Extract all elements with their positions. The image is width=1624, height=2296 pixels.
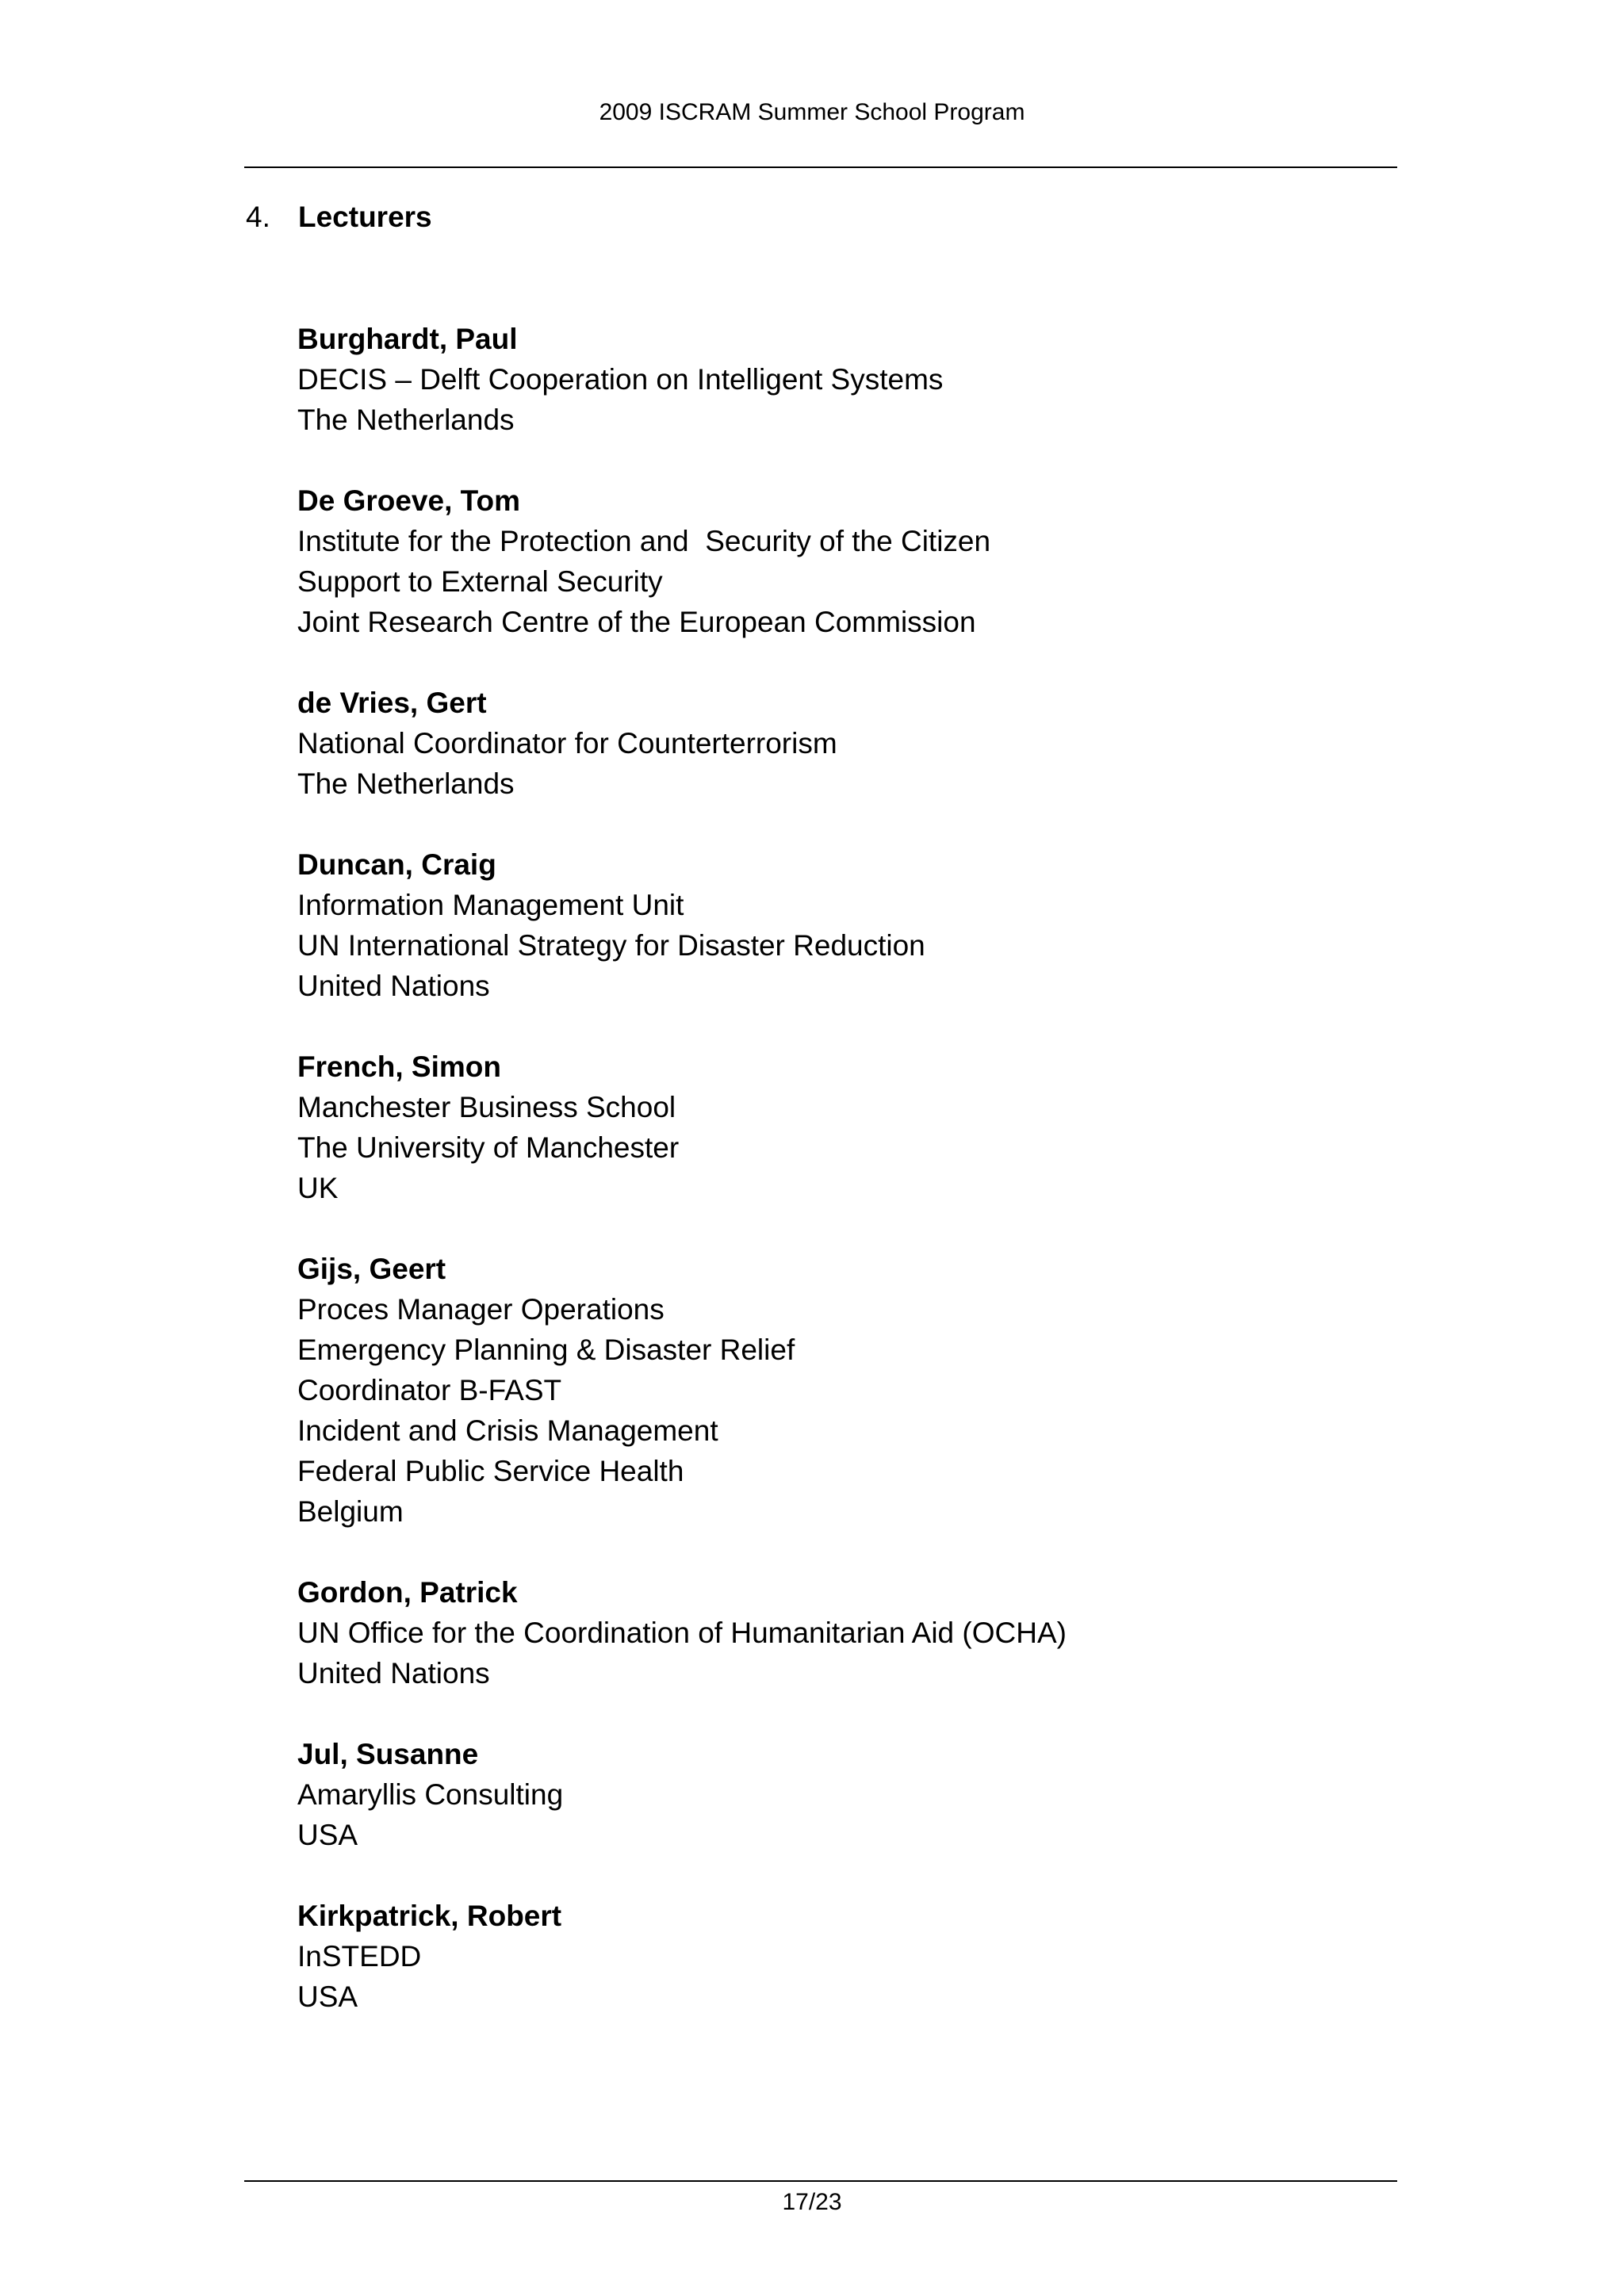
lecturer-affiliation-line: UK <box>297 1172 339 1204</box>
lecturer-name: Kirkpatrick, Robert <box>297 1900 562 1932</box>
lecturer-affiliation-line: UN International Strategy for Disaster Reduction <box>297 929 925 962</box>
lecturer-affiliation-line: USA <box>297 1819 358 1851</box>
section-title: Lecturers <box>298 201 432 233</box>
lecturer-name: French, Simon <box>297 1050 501 1083</box>
lecturer-affiliation-line: Belgium <box>297 1495 404 1528</box>
lecturer-affiliation-line: Coordinator B-FAST <box>297 1374 562 1406</box>
lecturer-name: de Vries, Gert <box>297 687 487 719</box>
lecturer-affiliation-line: Support to External Security <box>297 565 663 598</box>
page-number: 17/23 <box>782 2189 842 2215</box>
lecturer-affiliation-line: USA <box>297 1980 358 2013</box>
running-header: 2009 ISCRAM Summer School Program <box>599 99 1025 125</box>
lecturer-name: Burghardt, Paul <box>297 323 518 355</box>
lecturer-entry <box>297 1572 1408 1693</box>
lecturer-affiliation-line: Joint Research Centre of the European Commission <box>297 606 976 638</box>
section-number: 4. <box>246 201 270 233</box>
lecturer-entry <box>297 683 1408 804</box>
lecturer-affiliation-line: Manchester Business School <box>297 1091 676 1123</box>
lecturer-entry <box>297 1734 1408 1855</box>
footer-rule <box>244 2180 1397 2182</box>
lecturer-affiliation-line: Proces Manager Operations <box>297 1293 665 1326</box>
lecturer-affiliation-line: National Coordinator for Counterterrorism <box>297 727 837 760</box>
lecturer-entry <box>297 1047 1408 1208</box>
lecturer-name: De Groeve, Tom <box>297 484 521 517</box>
lecturer-name: Duncan, Craig <box>297 848 496 881</box>
lecturer-entry <box>297 844 1408 1006</box>
lecturer-affiliation-line: Federal Public Service Health <box>297 1455 684 1487</box>
lecturer-name: Gordon, Patrick <box>297 1576 518 1609</box>
lecturer-affiliation-line: United Nations <box>297 970 490 1002</box>
lecturer-affiliation-line: InSTEDD <box>297 1940 422 1973</box>
lecturer-entry <box>297 319 1408 440</box>
lecturer-entry <box>297 1896 1408 2017</box>
lecturer-affiliation-line: The Netherlands <box>297 404 515 436</box>
lecturer-entry <box>297 1249 1408 1532</box>
lecturer-name: Jul, Susanne <box>297 1738 479 1770</box>
lecturer-entry <box>297 480 1408 642</box>
section-heading <box>246 197 432 238</box>
header-rule <box>244 166 1397 168</box>
lecturer-affiliation-line: United Nations <box>297 1657 490 1689</box>
lecturer-affiliation-line: Amaryllis Consulting <box>297 1778 564 1811</box>
lecturer-affiliation-line: Incident and Crisis Management <box>297 1414 718 1447</box>
lecturer-affiliation-line: Information Management Unit <box>297 889 684 921</box>
lecturer-affiliation-line: Institute for the Protection and Security of the Citizen <box>297 525 991 557</box>
lecturer-affiliation-line: The University of Manchester <box>297 1131 680 1164</box>
lecturer-list <box>297 319 1408 2057</box>
lecturer-affiliation-line: The Netherlands <box>297 767 515 800</box>
lecturer-affiliation-line: Emergency Planning & Disaster Relief <box>297 1334 795 1366</box>
lecturer-affiliation-line: UN Office for the Coordination of Humanitarian Aid (OCHA) <box>297 1617 1067 1649</box>
lecturer-name: Gijs, Geert <box>297 1253 446 1285</box>
lecturer-affiliation-line: DECIS – Delft Cooperation on Intelligent Systems <box>297 363 944 396</box>
